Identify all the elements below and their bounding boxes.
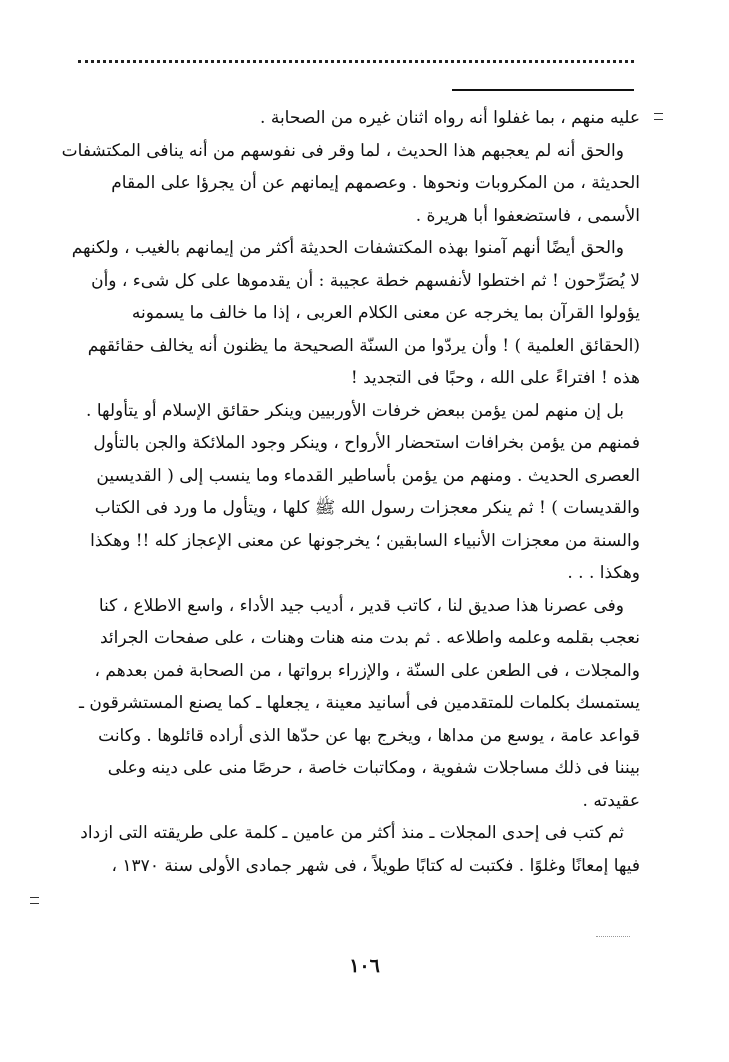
paragraph-start-line: والحق أنه لم يعجبهم هذا الحديث ، لما وقر فى نفوسهم من أنه ينافى المكتشفات — [62, 140, 624, 161]
dotted-header-rule — [78, 60, 634, 63]
text-line: لا يُصَرِّحون ! ثم اختطوا لأنفسهم خطة عجيبة : أن يقدموها على كل شىء ، وأن — [91, 270, 640, 291]
text-line: نعجب بقلمه وعلمه واطلاعه . ثم بدت منه هنات وهنات ، على صفحات الجرائد — [99, 628, 640, 648]
paragraph-start-line: ثم كتب فى إحدى المجلات ـ منذ أكثر من عامين ـ كلمة على طريقته التى ازداد — [80, 823, 624, 843]
text-line: والسنة من معجزات الأنبياء السابقين ؛ يخرجونها عن معنى الإعجاز كله !! وهكذا — [90, 530, 640, 551]
text-line: عليه منهم ، بما غفلوا أنه رواه اثنان غيره من الصحابة . — [260, 108, 640, 128]
margin-mark — [654, 113, 663, 120]
section-rule — [452, 89, 634, 91]
page-number: ١٠٦ — [349, 955, 380, 977]
text-line: هذه ! افتراءً على الله ، وحبًا فى التجديد ! — [350, 368, 640, 388]
text-line: فمنهم من يؤمن بخرافات استحضار الأرواح ، وينكر وجود الملائكة والجن بالتأول — [93, 433, 640, 453]
paragraph-start-line: بل إن منهم لمن يؤمن ببعض خرفات الأوربيين وينكر حقائق الإسلام أو يتأولها . — [86, 400, 624, 421]
text-line: (الحقائق العلمية ) ! وأن يردّوا من السنّة الصحيحة ما يظنون أنه يخالف حقائقهم — [87, 335, 640, 356]
text-line: والمجلات ، فى الطعن على السنّة ، والإزراء برواتها ، من الصحابة فمن بعدهم ، — [94, 660, 640, 681]
paragraph-start-line: والحق أيضًا أنهم آمنوا بهذه المكتشفات الحديثة أكثر من إيمانهم بالغيب ، ولكنهم — [71, 238, 624, 258]
text-line: والقديسات ) ! ثم ينكر معجزات رسول الله ﷺ كلها ، ويتأول ما ورد فى الكتاب — [94, 498, 640, 518]
text-line: يؤولوا القرآن بما يخرجه عن معنى الكلام العربى ، إذا ما خالف ما يسمونه — [131, 303, 640, 323]
text-line: فيها إمعانًا وغلوًا . فكتبت له كتابًا طويلاً ، فى شهر جمادى الأولى سنة ١٣٧٠ ، — [111, 855, 640, 876]
text-line: قواعد عامة ، يوسع من مداها ، ويخرج بها عن حدّها الذى أراده قائلوها . وكانت — [98, 725, 640, 746]
body-text — [62, 102, 640, 882]
paragraph-start-line: وفى عصرنا هذا صديق لنا ، كاتب قدير ، أديب جيد الأداء ، واسع الاطلاع ، كنا — [98, 595, 624, 616]
text-line: العصرى الحديث . ومنهم من يؤمن بأساطير القدماء وما ينسب إلى ( القديسين — [96, 465, 640, 486]
text-line: عقيدته . — [582, 790, 640, 811]
text-line: الحديثة ، من المكروبات ونحوها . وعصمهم إيمانهم عن أن يجرؤا على المقام — [111, 173, 640, 193]
text-line: يستمسك بكلمات للمتقدمين فى أسانيد معينة ، يجعلها ـ كما يصنع المستشرقون ـ — [78, 693, 640, 713]
footer-rule — [596, 936, 630, 937]
text-line: بيننا فى ذلك مساجلات شفوية ، ومكاتبات خاصة ، حرصًا منى على دينه وعلى — [107, 758, 640, 778]
margin-mark — [30, 897, 39, 904]
text-line: الأسمى ، فاستضعفوا أبا هريرة . — [415, 205, 640, 226]
text-line: وهكذا . . . — [567, 563, 640, 583]
